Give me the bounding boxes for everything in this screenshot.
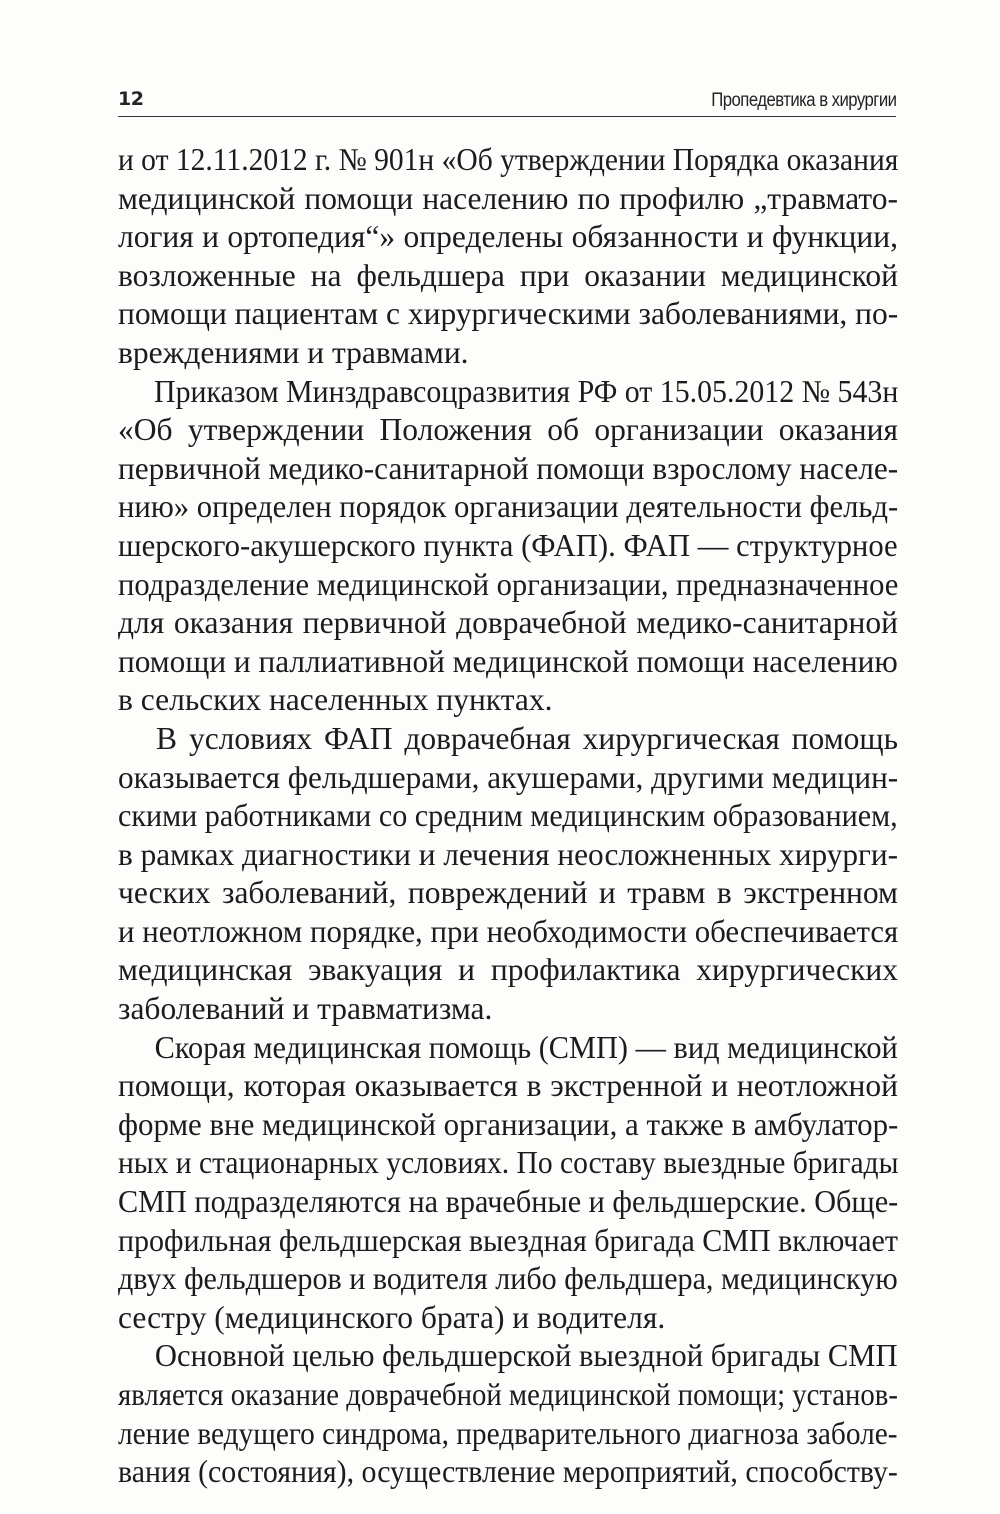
text-line: ление ведущего синдрома, предварительного диагноза заболе- [118,1415,898,1451]
header-rule [118,116,896,117]
text-line: является оказание доврачебной медицинской помощи; установ- [118,1377,898,1412]
text-line: шерского-акушерского пункта (ФАП). ФАП — структурное [118,527,898,563]
text-line: помощи пациентам с хирургическими заболеваниями, по- [118,296,899,332]
text-line: помощи и паллиативной медицинской помощи населению [118,643,898,679]
body-text [118,141,898,1492]
text-line: логия и ортопедия“» определены обязанности и функции, [118,219,898,255]
paragraph [118,373,898,720]
text-line: двух фельдшеров и водителя либо фельдшера, медицинскую [118,1261,898,1297]
text-line: нию» определен порядок организации деятельности фельд- [118,489,899,525]
text-line: Основной целью фельдшерской выездной бригады СМП [154,1338,898,1374]
text-line: вреждениями и травмами. [118,334,469,370]
text-line: и от 12.11.2012 г. № 901н «Об утверждении Порядка оказания [118,142,899,177]
text-line: оказывается фельдшерами, акушерами, другими медицин- [118,759,899,795]
running-title: Пропедевтика в хирургии [710,90,896,111]
text-line: Скорая медицинская помощь (СМП) — вид медицинской [154,1029,898,1065]
text-line: первичной медико-санитарной помощи взрослому населе- [118,450,899,486]
paragraph [118,1029,898,1338]
text-line: для оказания первичной доврачебной медико-санитарной [118,605,898,641]
text-line: профильная фельдшерская выездная бригада СМП включает [118,1222,898,1258]
text-line: подразделение медицинской организации, предназначенное [118,566,899,602]
paragraph [118,720,898,1029]
page-number: 12 [118,88,144,110]
text-line: «Об утверждении Положения об организации оказания [118,412,898,448]
text-line: В условиях ФАП доврачебная хирургическая помощь [156,720,898,756]
text-line: СМП подразделяются на врачебные и фельдшерские. Обще- [118,1184,899,1220]
text-line: сестру (медицинского брата) и водителя. [118,1299,666,1335]
text-line: ческих заболеваний, повреждений и травм в экстренном [118,875,898,911]
text-line: вания (состояния), осуществление мероприятий, способству- [118,1454,898,1490]
page-header [118,88,896,118]
text-line: форме вне медицинской организации, а также в амбулатор- [118,1106,899,1142]
text-line: медицинской помощи населению по профилю „травмато- [118,180,898,216]
text-line: Приказом Минздравсоцразвития РФ от 15.05.2012 № 543н [154,373,899,409]
text-line: ных и стационарных условиях. По составу выездные бригады [118,1145,899,1181]
text-line: и неотложном порядке, при необходимости обеспечивается [118,913,899,949]
text-line: заболеваний и травматизма. [118,991,493,1027]
text-line: в сельских населенных пунктах. [118,682,553,718]
text-line: помощи, которая оказывается в экстренной и неотложной [118,1068,898,1104]
paragraph [118,141,898,373]
paragraph [118,1337,898,1491]
text-line: возложенные на фельдшера при оказании медицинской [118,257,898,293]
text-line: медицинская эвакуация и профилактика хирургических [118,952,898,988]
text-line: в рамках диагностики и лечения неосложненных хирурги- [118,836,899,872]
text-line: скими работниками со средним медицинским образованием, [118,798,898,834]
